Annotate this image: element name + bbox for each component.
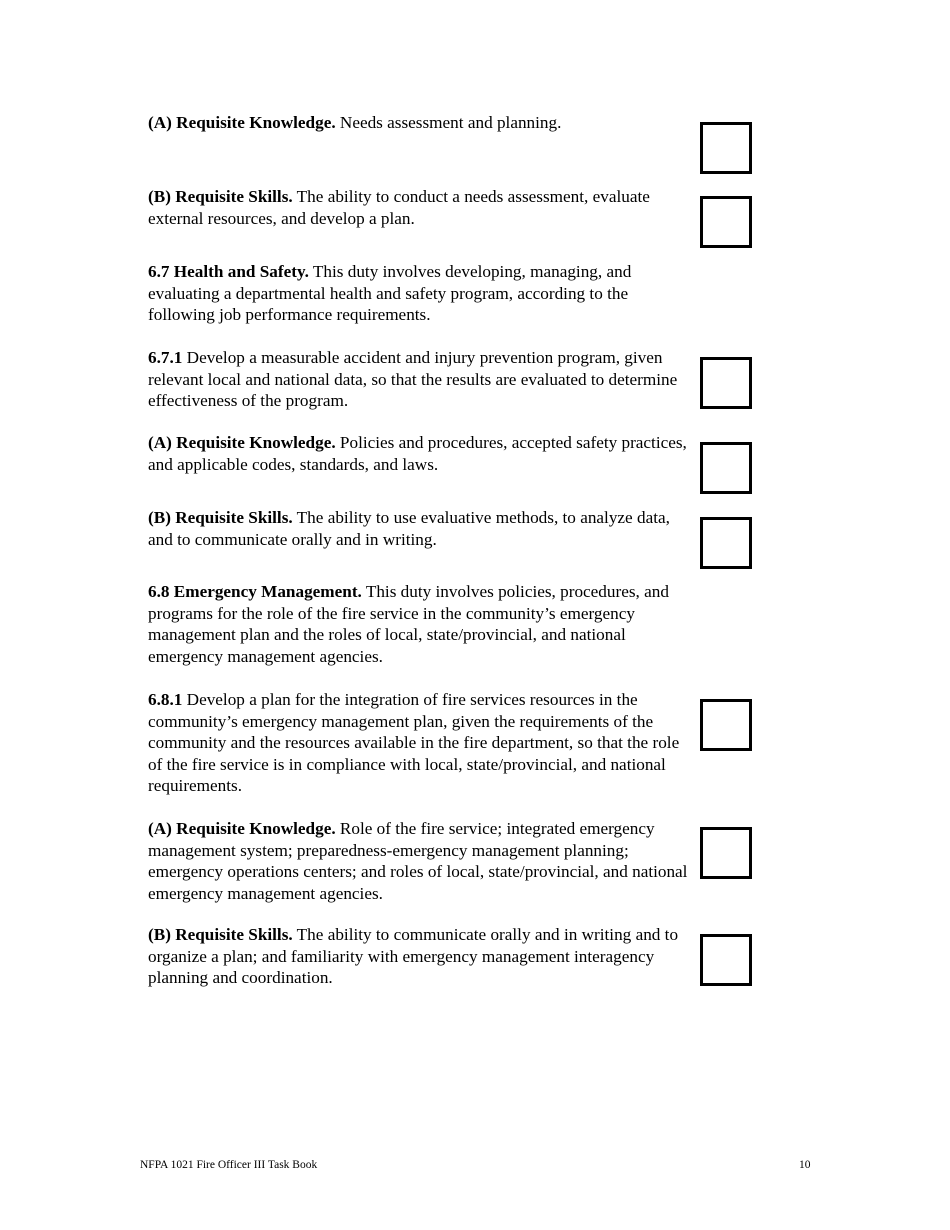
checkbox-6-8-1-skills[interactable] <box>700 934 752 986</box>
para-lead: (B) Requisite Skills. <box>148 508 293 527</box>
para-lead: (A) Requisite Knowledge. <box>148 113 336 132</box>
para-6-8-1 <box>148 689 688 797</box>
para-lead: (B) Requisite Skills. <box>148 925 293 944</box>
para-text: Role of the fire service; integrated emergency management system; preparedness-emergency management planning; emergency operations centers; and roles of local, state/provincial, and national emergency management agencies. <box>148 819 688 903</box>
para-text: Needs assessment and planning. <box>335 113 562 132</box>
checkbox-6-6-1-skills[interactable] <box>700 196 752 248</box>
checkbox-6-8-1[interactable] <box>700 699 752 751</box>
para-6-7-1-skills <box>148 507 688 550</box>
checkbox-6-7-1[interactable] <box>700 357 752 409</box>
para-text: The ability to communicate orally and in writing and to organize a plan; and familiarity with emergency management interagency planning and coordination. <box>148 925 679 988</box>
para-lead: 6.8 Emergency Management. <box>148 582 362 601</box>
checkbox-6-7-1-skills[interactable] <box>700 517 752 569</box>
para-lead: 6.7 Health and Safety. <box>148 262 309 281</box>
para-text: Policies and procedures, accepted safety practices, and applicable codes, standards, and laws. <box>148 433 687 474</box>
para-text: Develop a measurable accident and injury prevention program, given relevant local and national data, so that the results are evaluated to determine effectiveness of the program. <box>148 348 678 411</box>
para-text: The ability to use evaluative methods, to analyze data, and to communicate orally and in writing. <box>148 508 670 549</box>
para-lead: 6.8.1 <box>148 690 183 709</box>
para-lead: (A) Requisite Knowledge. <box>148 819 336 838</box>
para-6-8-1-skills <box>148 924 688 989</box>
para-6-7-health-safety <box>148 261 688 326</box>
para-text: This duty involves policies, procedures, and programs for the role of the fire service in the community’s emergency management plan and the roles of local, state/provincial, and national emergency management agencies. <box>148 582 669 666</box>
para-6-6-1-skills <box>148 186 688 229</box>
page-number: 10 <box>799 1159 811 1171</box>
para-text: This duty involves developing, managing, and evaluating a departmental health and safety program, according to the following job performance requirements. <box>148 262 632 325</box>
para-6-8-emergency-management <box>148 581 688 667</box>
para-lead: (B) Requisite Skills. <box>148 187 293 206</box>
para-6-8-1-knowledge <box>148 818 688 904</box>
footer-title: NFPA 1021 Fire Officer III Task Book <box>140 1159 318 1171</box>
para-text: The ability to conduct a needs assessment, evaluate external resources, and develop a plan. <box>148 187 650 228</box>
para-lead: 6.7.1 <box>148 348 183 367</box>
para-6-7-1 <box>148 347 688 412</box>
para-6-6-1-knowledge <box>148 112 688 134</box>
para-lead: (A) Requisite Knowledge. <box>148 433 336 452</box>
checkbox-6-7-1-knowledge[interactable] <box>700 442 752 494</box>
para-6-7-1-knowledge <box>148 432 688 475</box>
checkbox-6-6-1-knowledge[interactable] <box>700 122 752 174</box>
checkbox-6-8-1-knowledge[interactable] <box>700 827 752 879</box>
para-text: Develop a plan for the integration of fire services resources in the community’s emergency management plan, given the requirements of the community and the resources available in the fire department, so that the role of the fire service is in compliance with local, state/provincial, and national requirements. <box>148 690 680 796</box>
